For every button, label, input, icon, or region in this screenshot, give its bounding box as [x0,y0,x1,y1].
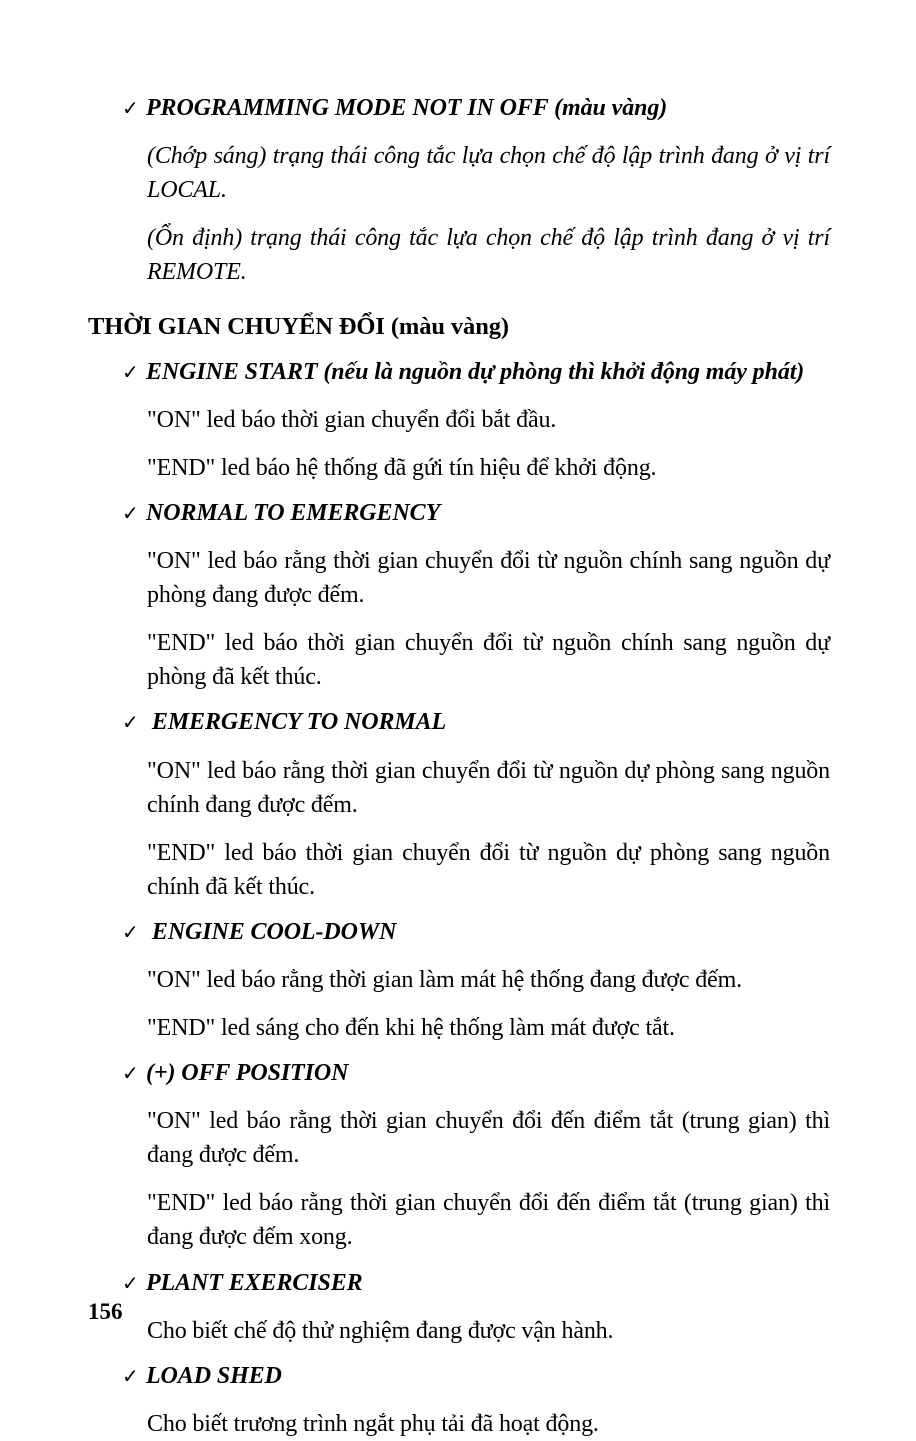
para-engine-start-end: "END" led báo hệ thống đã gứi tín hiệu để khởi động. [147,454,657,481]
bullet-plant-exerciser-label: PLANT EXERCISER [146,1269,363,1296]
page-content [88,80,830,1441]
para-load-shed: Cho biết trương trình ngắt phụ tải đã hoạt động. [147,1410,599,1437]
check-icon: ✓ [122,1363,139,1388]
para-emergency-to-normal-on: "ON" led báo rằng thời gian chuyển đổi từ nguồn dự phòng sang nguồn chính đang được đếm. [147,757,830,818]
bullet-off-position [88,1057,830,1090]
para-on-dinh-remote: (Ổn định) trạng thái công tắc lựa chọn chế độ lập trình đang ở vị trí REMOTE. [147,225,830,286]
para-engine-cool-down-on: "ON" led báo rằng thời gian làm mát hệ thống đang được đếm. [147,966,742,993]
para-off-position-end: "END" led báo rằng thời gian chuyển đổi đến điểm tắt (trung gian) thì đang được đếm xong. [147,1190,830,1251]
para-emergency-to-normal-end: "END" led báo thời gian chuyển đổi từ nguồn dự phòng sang nguồn chính đã kết thúc. [147,839,830,900]
bullet-load-shed-label: LOAD SHED [146,1362,282,1389]
bullet-engine-start [88,356,830,389]
bullet-normal-to-emergency-label: NORMAL TO EMERGENCY [146,500,441,527]
bullet-emergency-to-normal-label: EMERGENCY TO NORMAL [151,709,447,736]
bullet-normal-to-emergency [88,497,830,530]
bullet-engine-cool-down-label: ENGINE COOL-DOWN [151,918,397,945]
check-icon: ✓ [122,96,139,120]
para-engine-cool-down-end: "END" led sáng cho đến khi hệ thống làm mát được tắt. [147,1015,675,1042]
bullet-engine-start-label: ENGINE START (nếu là nguồn dự phòng thì khởi động máy phát) [146,358,805,385]
bullet-engine-cool-down [88,916,830,949]
bullet-off-position-label: (+) OFF POSITION [146,1060,349,1087]
check-icon: ✓ [122,710,139,735]
bullet-plant-exerciser [88,1267,830,1300]
page-number: 156 [88,1299,123,1324]
para-chop-sang-local: (Chớp sáng) trạng thái công tắc lựa chọn chế độ lập trình đang ở vị trí LOCAL. [147,143,830,204]
bullet-load-shed [88,1360,830,1393]
bullet-emergency-to-normal [88,706,830,739]
para-engine-start-on: "ON" led báo thời gian chuyển đổi bắt đầu. [147,406,557,433]
check-icon: ✓ [122,919,139,944]
check-icon: ✓ [122,1270,139,1295]
bullet-programming-mode-not-in-off-label: PROGRAMMING MODE NOT IN OFF (màu vàng) [146,95,668,121]
para-normal-to-emergency-on: "ON" led báo rằng thời gian chuyển đổi từ nguồn chính sang nguồn dự phòng đang được đếm. [147,548,830,609]
para-normal-to-emergency-end: "END" led báo thời gian chuyển đổi từ nguồn chính sang nguồn dự phòng đã kết thúc. [147,630,830,691]
heading-thoi-gian-chuyen-doi: THỜI GIAN CHUYỂN ĐỔI (màu vàng) [88,313,509,341]
para-off-position-on: "ON" led báo rằng thời gian chuyển đổi đến điểm tắt (trung gian) thì đang được đếm. [147,1108,830,1169]
bullet-programming-mode-not-in-off [88,92,830,125]
check-icon: ✓ [122,501,139,526]
para-plant-exerciser: Cho biết chế độ thử nghiệm đang được vận hành. [147,1317,614,1344]
check-icon: ✓ [122,359,139,384]
check-icon: ✓ [122,1061,139,1086]
